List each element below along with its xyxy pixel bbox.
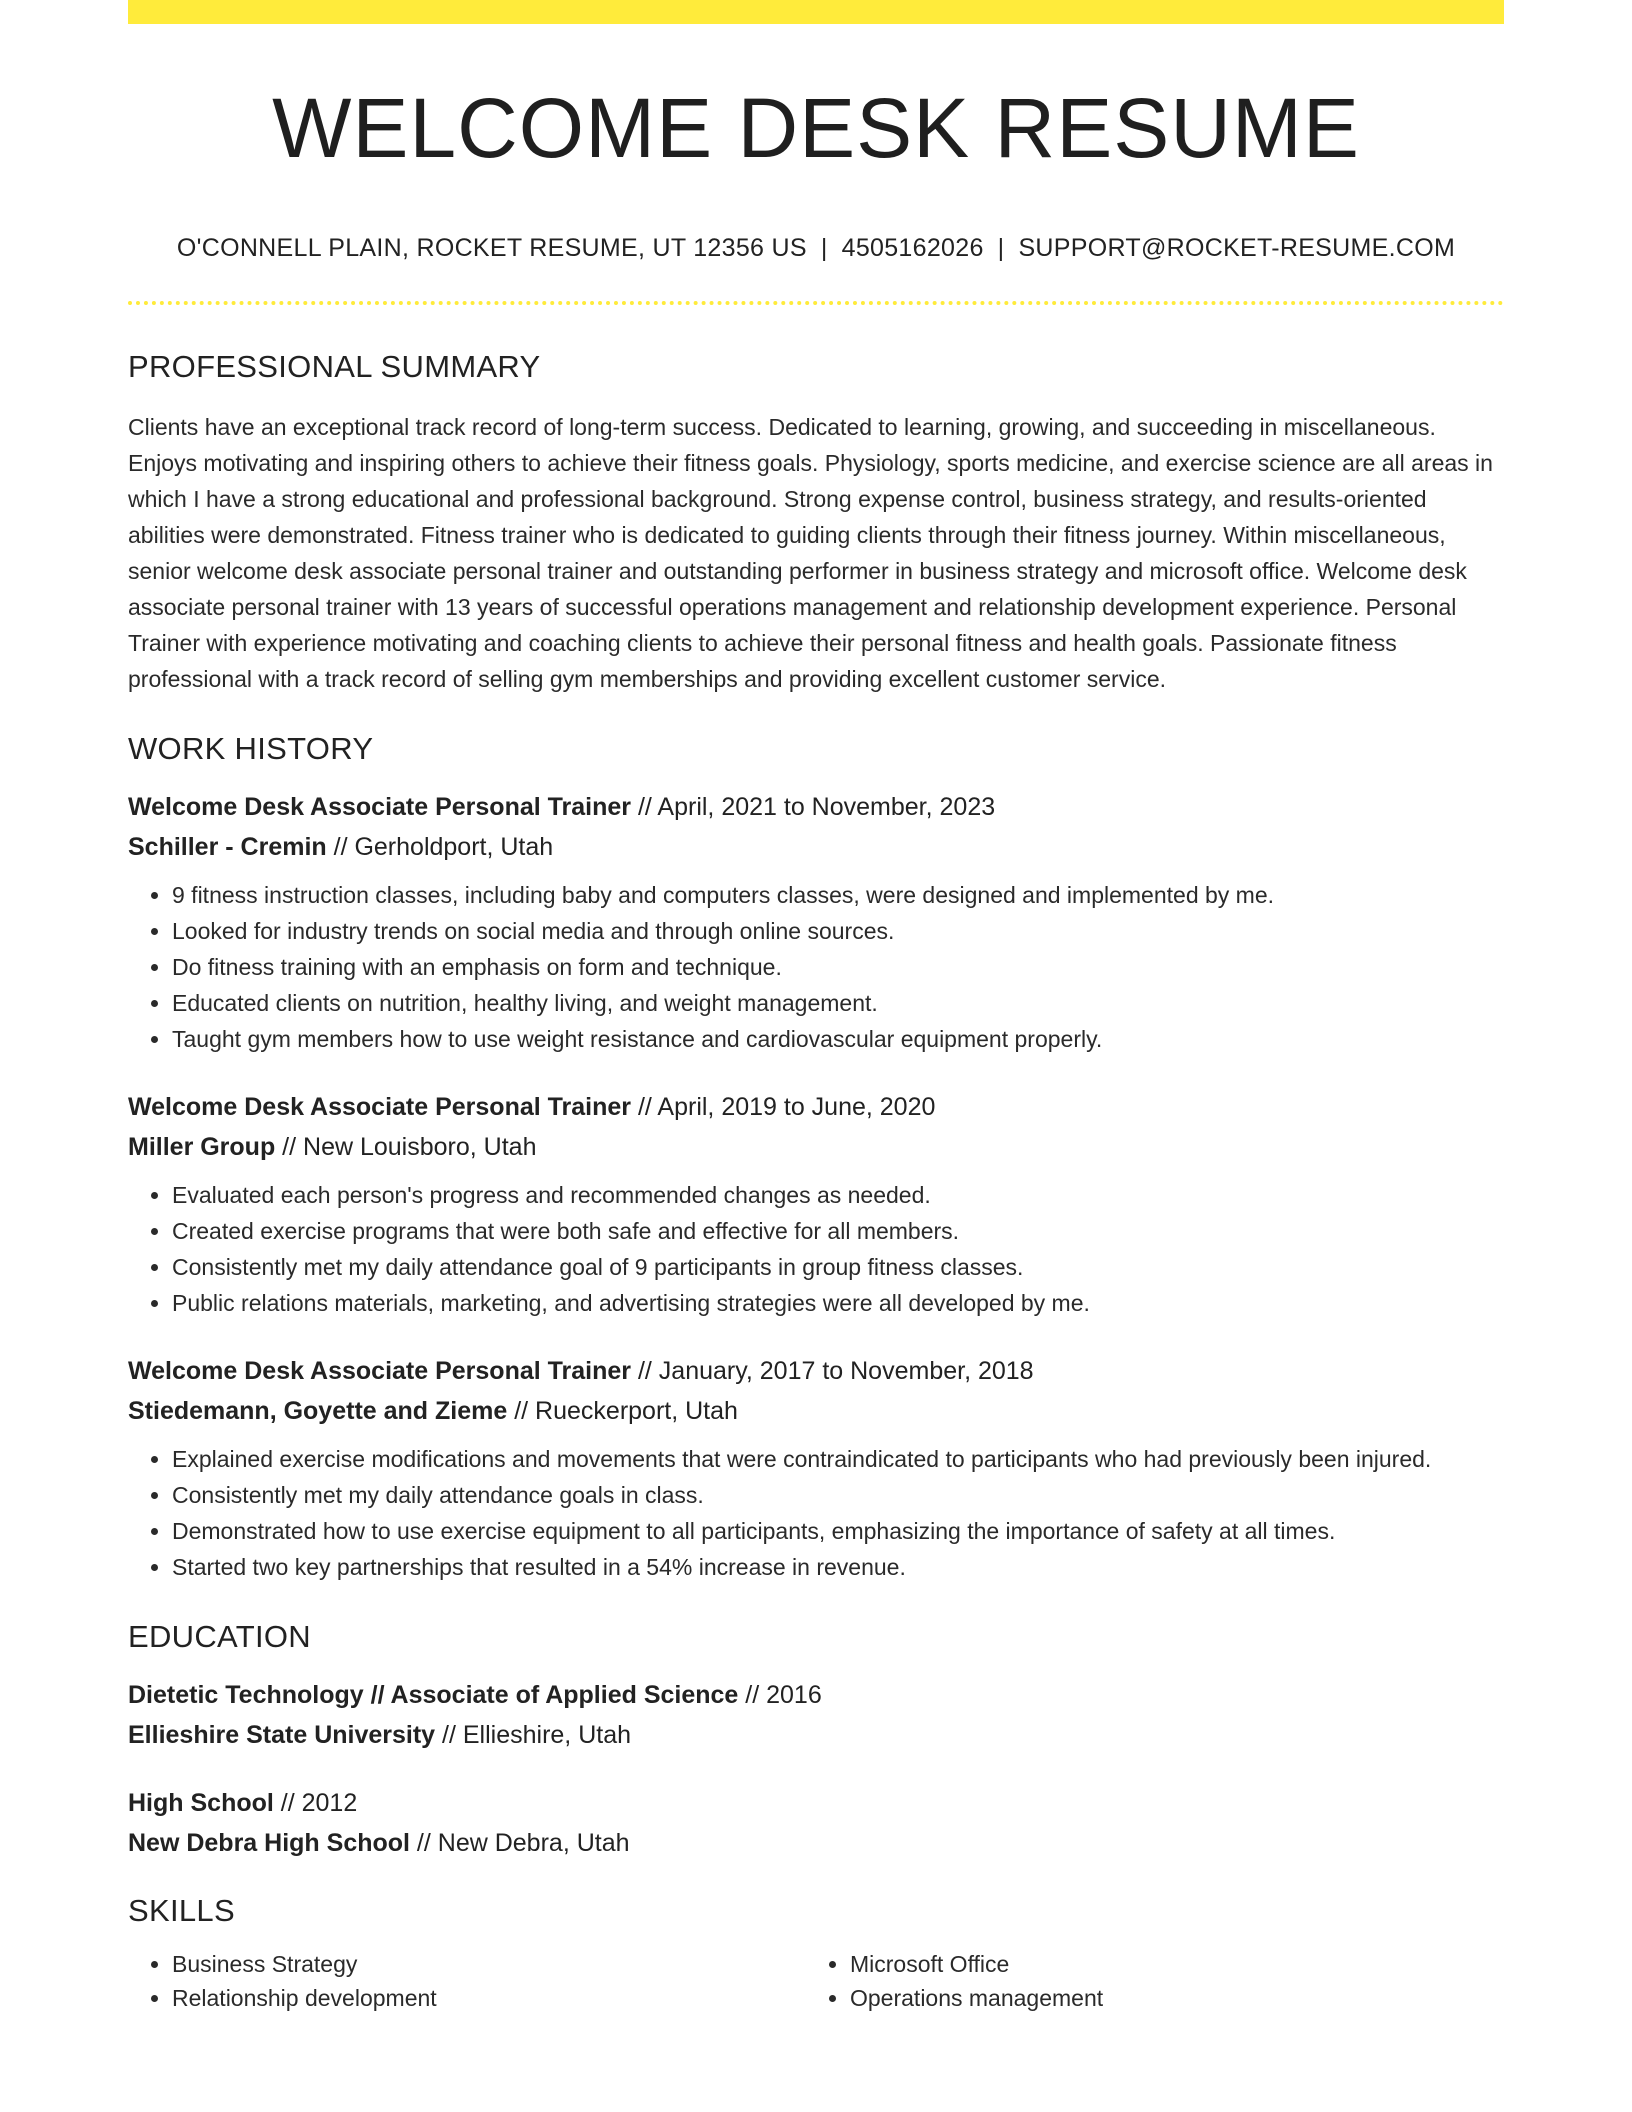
summary-text: Clients have an exceptional track record of long-term success. Dedicated to learning, growing, and succeeding in miscellaneous. Enjoys motivating and inspiring others to achieve their fitness goals. Physiology, sports medicine, and exercise science are all areas in which I have a strong educational and professional background. Strong expense control, business strategy, and results-oriented abilities were demonstrated. Fitness trainer who is dedicated to guiding clients through their fitness journey. Within miscellaneous, senior welcome desk associate personal trainer and outstanding performer in business strategy and microsoft office. Welcome desk associate personal trainer with 13 years of successful operations management and relationship development experience. Personal Trainer with experience motivating and coaching clients to achieve their personal fitness and health goals. Passionate fitness professional with a track record of selling gym memberships and providing excellent customer service.	[128, 414, 1493, 693]
accent-top-bar	[128, 0, 1504, 24]
list-item: • Started two key partnerships that resulted in a 54% increase in revenue.	[172, 1549, 1504, 1585]
job-dates: // April, 2019 to June, 2020	[631, 1093, 936, 1122]
list-item: • 9 fitness instruction classes, including baby and computers classes, were designed and implemented by me.	[172, 877, 1504, 913]
job-company-line	[128, 827, 1504, 867]
skills-heading: SKILLS	[128, 1893, 235, 1929]
job-location: // Gerholdport, Utah	[326, 833, 554, 862]
contact-separator: |	[820, 234, 828, 263]
resume-title: WELCOME DESK RESUME	[272, 81, 1360, 175]
resume-page	[128, 0, 1504, 2015]
list-item: • Created exercise programs that were both safe and effective for all members.	[172, 1213, 1504, 1249]
job-company-line	[128, 1127, 1504, 1167]
list-item: • Public relations materials, marketing, and advertising strategies were all developed by me.	[172, 1285, 1504, 1321]
education-school: Ellieshire State University	[128, 1721, 436, 1750]
job-title: Welcome Desk Associate Personal Trainer	[128, 1357, 632, 1386]
job-location: // New Louisboro, Utah	[275, 1133, 537, 1162]
education-school-line	[128, 1715, 1504, 1755]
job-title-line	[128, 787, 1504, 827]
list-item: • Consistently met my daily attendance goals in class.	[172, 1477, 1504, 1513]
list-item: • Explained exercise modifications and movements that were contraindicated to participants who had previously been injured.	[172, 1441, 1504, 1477]
contact-phone: 4505162026	[841, 234, 984, 263]
skills-left-column	[128, 1947, 806, 2015]
job-title-line	[128, 1087, 1504, 1127]
education-year: // 2016	[738, 1681, 822, 1710]
job-entry	[128, 787, 1504, 1057]
job-bullets	[128, 877, 1504, 1057]
job-title-line	[128, 1351, 1504, 1391]
job-bullets	[128, 1441, 1504, 1585]
education-location: // Ellieshire, Utah	[435, 1721, 632, 1750]
list-item: • Educated clients on nutrition, healthy living, and weight management.	[172, 985, 1504, 1021]
job-location: // Rueckerport, Utah	[507, 1397, 738, 1426]
job-dates: // April, 2021 to November, 2023	[631, 793, 996, 822]
list-item: • Relationship development	[172, 1981, 806, 2015]
work-history-heading: WORK HISTORY	[128, 731, 374, 767]
job-dates: // January, 2017 to November, 2018	[631, 1357, 1034, 1386]
list-item: • Business Strategy	[172, 1947, 806, 1981]
education-location: // New Debra, Utah	[409, 1829, 630, 1858]
skills-columns	[128, 1947, 1504, 2015]
contact-separator: |	[997, 234, 1005, 263]
education-degree: Dietetic Technology // Associate of Applied Science	[128, 1681, 739, 1710]
education-entry	[128, 1675, 1504, 1755]
list-item: • Consistently met my daily attendance goal of 9 participants in group fitness classes.	[172, 1249, 1504, 1285]
job-bullets	[128, 1177, 1504, 1321]
skills-right-column	[806, 1947, 1484, 2015]
summary-heading: PROFESSIONAL SUMMARY	[128, 349, 541, 385]
list-item: • Evaluated each person's progress and recommended changes as needed.	[172, 1177, 1504, 1213]
header-divider	[128, 301, 1504, 305]
list-item: • Operations management	[850, 1981, 1484, 2015]
contact-line	[128, 234, 1504, 263]
contact-email: SUPPORT@ROCKET-RESUME.COM	[1018, 234, 1456, 263]
job-title: Welcome Desk Associate Personal Trainer	[128, 1093, 632, 1122]
list-item: • Do fitness training with an emphasis on form and technique.	[172, 949, 1504, 985]
list-item: • Demonstrated how to use exercise equipment to all participants, emphasizing the importance of safety at all times.	[172, 1513, 1504, 1549]
education-school: New Debra High School	[128, 1829, 410, 1858]
education-degree-line	[128, 1783, 1504, 1823]
job-company-line	[128, 1391, 1504, 1431]
education-year: // 2012	[273, 1789, 358, 1818]
contact-address: O'CONNELL PLAIN, ROCKET RESUME, UT 12356 US	[176, 234, 807, 263]
job-entry	[128, 1351, 1504, 1585]
job-title: Welcome Desk Associate Personal Trainer	[128, 793, 632, 822]
list-item: • Taught gym members how to use weight resistance and cardiovascular equipment properly.	[172, 1021, 1504, 1057]
list-item: • Microsoft Office	[850, 1947, 1484, 1981]
list-item: • Looked for industry trends on social media and through online sources.	[172, 913, 1504, 949]
job-company: Miller Group	[128, 1133, 276, 1162]
education-school-line	[128, 1823, 1504, 1863]
job-company: Stiedemann, Goyette and Zieme	[128, 1397, 508, 1426]
job-company: Schiller - Cremin	[128, 833, 327, 862]
education-degree: High School	[128, 1789, 274, 1818]
education-degree-line	[128, 1675, 1504, 1715]
education-entry	[128, 1783, 1504, 1863]
job-entry	[128, 1087, 1504, 1321]
education-heading: EDUCATION	[128, 1619, 311, 1655]
